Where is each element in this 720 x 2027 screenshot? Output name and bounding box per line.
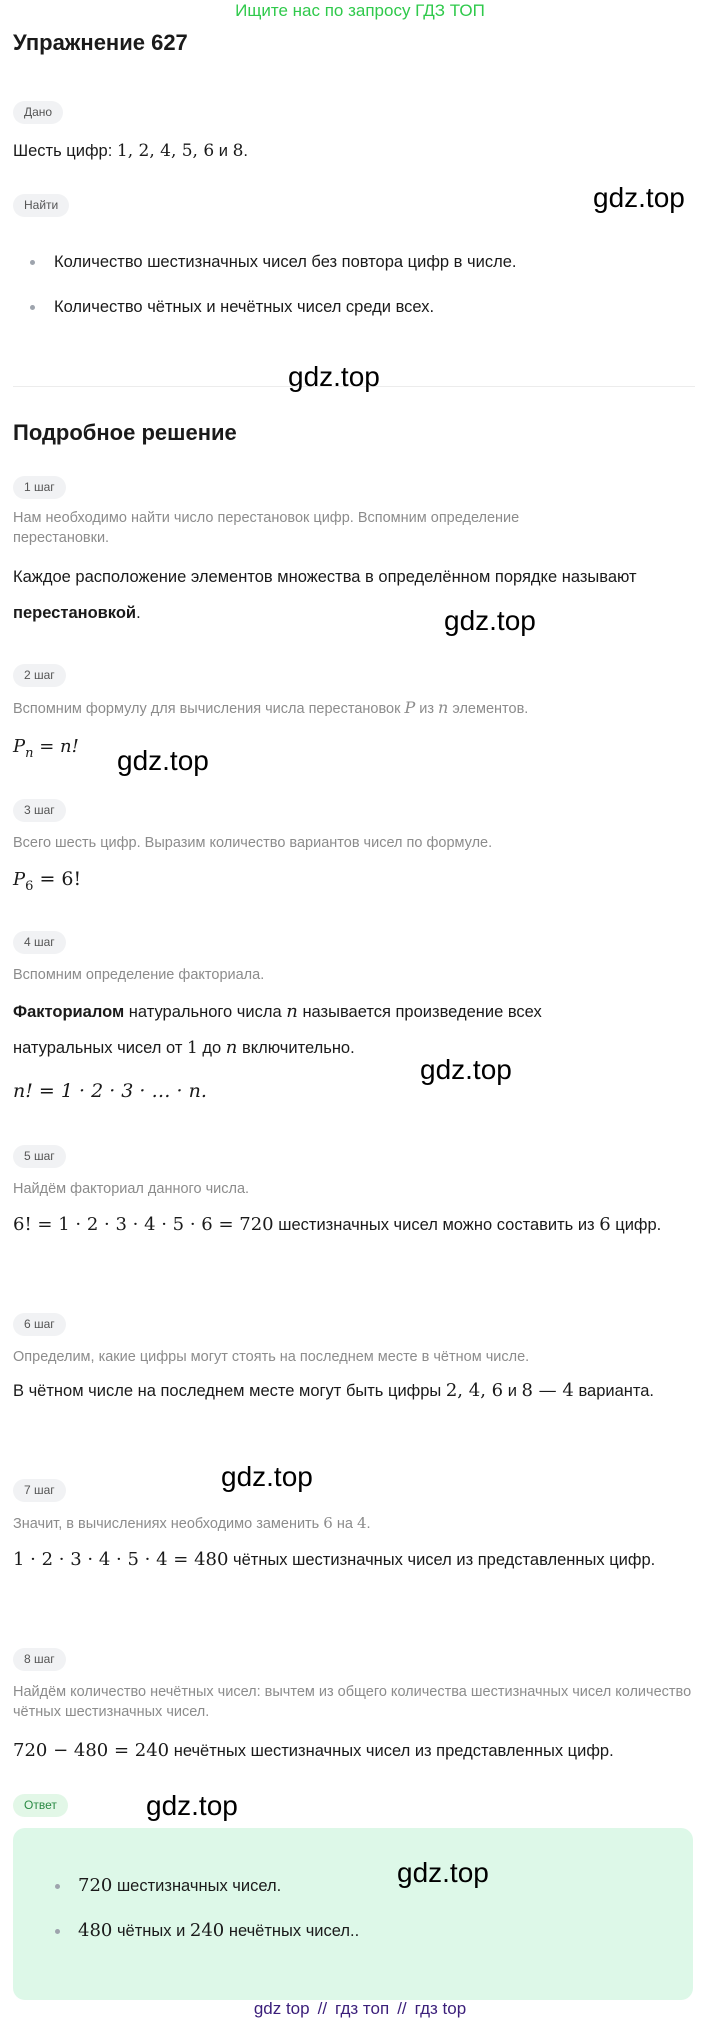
- footer-link-2[interactable]: гдз топ: [335, 1999, 390, 2018]
- answer-1-num: 720: [78, 1875, 113, 1896]
- step-8-hint: Найдём количество нечётных чисел: вычтем из общего количества шестизначных чисел количество чётных шестизначных чисел.: [13, 1684, 692, 1720]
- list-item: [38, 1874, 678, 1898]
- step-5-hint: Найдём факториал данного числа.: [13, 1181, 250, 1197]
- step-7-text: [13, 1542, 673, 1578]
- footer-separator: //: [397, 1999, 407, 2018]
- step-3-formula: [13, 865, 81, 901]
- watermark: gdz.top: [420, 1054, 512, 1085]
- search-banner: Ищите нас по запросу ГДЗ ТОП: [235, 1, 485, 20]
- step-7-hint-c: .: [366, 1516, 371, 1532]
- step-6-digits: 2, 4, 6: [445, 1380, 504, 1401]
- watermark: gdz.top: [117, 745, 209, 776]
- watermark: gdz.top: [221, 1461, 313, 1492]
- given-last-digit: 8: [232, 141, 244, 161]
- answer-badge: [13, 1794, 68, 1817]
- answer-badge-label: Ответ: [13, 1794, 68, 1817]
- step-2-hint-c: элементов.: [448, 701, 529, 717]
- watermark: gdz.top: [397, 1857, 489, 1888]
- step-7-hint: [13, 1513, 703, 1534]
- formula-p: P: [13, 869, 26, 890]
- step-badge-label: 5 шаг: [13, 1145, 66, 1168]
- given-and: и: [214, 142, 233, 160]
- step-3-badge: [13, 799, 66, 822]
- bullet-icon: [55, 1884, 60, 1889]
- step-4-one: 1: [186, 1038, 198, 1058]
- step-1-badge: [13, 476, 66, 499]
- step-4-badge: [13, 931, 66, 954]
- step-2-hint-b: из: [415, 701, 439, 717]
- find-item-2: Количество чётных и нечётных чисел среди всех.: [54, 298, 435, 316]
- step-4-formula: n! = 1 · 2 · 3 · … · n.: [13, 1080, 207, 1102]
- find-list: [13, 250, 703, 319]
- step-4-n1: n: [286, 1001, 298, 1022]
- given-badge-label: Дано: [13, 101, 63, 124]
- answer-1-text: шестизначных чисел.: [112, 1877, 282, 1895]
- find-badge-label: Найти: [13, 194, 69, 217]
- step-badge-label: 2 шаг: [13, 664, 66, 687]
- step-badge-label: 7 шаг: [13, 1479, 66, 1502]
- bullet-icon: [55, 1929, 60, 1934]
- step-7-badge: [13, 1479, 66, 1502]
- step-badge-label: 8 шаг: [13, 1648, 66, 1671]
- step-2-hint-a: Вспомним формулу для вычисления числа перестановок: [13, 701, 405, 717]
- step-8-badge: [13, 1648, 66, 1671]
- step-2-badge: [13, 664, 66, 687]
- answer-2-text2: нечётных чисел..: [224, 1922, 360, 1940]
- step-4-n2: n: [225, 1037, 238, 1058]
- step-1-text-a: Каждое расположение элементов множества в определённом порядке называют: [13, 568, 637, 586]
- step-4-text-b: называется произведение всех натуральных чисел от: [13, 1003, 542, 1057]
- formula-p: P: [13, 736, 26, 757]
- watermark: gdz.top: [146, 1790, 238, 1821]
- list-item: [13, 295, 703, 319]
- formula-sub: 6: [25, 878, 34, 894]
- step-1-text: [13, 559, 703, 631]
- given-badge: [13, 101, 63, 124]
- step-8-formula: 720 − 480 = 240: [13, 1740, 170, 1761]
- step-7-formula: 1 · 2 · 3 · 4 · 5 · 4 = 480: [13, 1549, 229, 1570]
- step-2-formula: [13, 733, 79, 768]
- answer-2-text1: чётных и: [112, 1922, 190, 1940]
- step-7-hint-4: 4: [356, 1514, 367, 1532]
- step-4-text: [13, 994, 613, 1066]
- list-item: [13, 250, 703, 274]
- page-title: Упражнение 627: [13, 30, 188, 55]
- watermark: gdz.top: [288, 361, 380, 392]
- step-4-text-a: натурального числа: [124, 1003, 287, 1021]
- formula-sub: n: [25, 745, 34, 761]
- step-badge-label: 4 шаг: [13, 931, 66, 954]
- step-8-text-body: нечётных шестизначных чисел из представленных цифр.: [169, 1742, 614, 1760]
- step-2-hint-p: P: [404, 698, 416, 717]
- step-6-eight: 8 — 4: [521, 1380, 574, 1401]
- step-badge-label: 3 шаг: [13, 799, 66, 822]
- step-badge-label: 6 шаг: [13, 1313, 66, 1336]
- step-5-formula: 6! = 1 · 2 · 3 · 4 · 5 · 6 = 720: [13, 1214, 274, 1235]
- find-item-1: Количество шестизначных чисел без повтора цифр в числе.: [54, 253, 517, 271]
- footer-link-3[interactable]: гдз top: [414, 1999, 467, 2018]
- given-text: [13, 133, 703, 169]
- solution-title: Подробное решение: [13, 420, 237, 445]
- watermark: gdz.top: [444, 605, 536, 636]
- step-4-text-d: включительно.: [237, 1039, 355, 1057]
- step-5-six: 6: [599, 1214, 611, 1235]
- step-6-and: и: [503, 1382, 522, 1400]
- step-4-hint: Вспомним определение факториала.: [13, 967, 265, 983]
- step-6-text-a: В чётном числе на последнем месте могут быть цифры: [13, 1382, 446, 1400]
- given-period: .: [243, 142, 248, 160]
- answer-2-num2: 240: [189, 1920, 225, 1941]
- step-1-hint: Нам необходимо найти число перестановок цифр. Вспомним определение перестановки.: [13, 510, 520, 546]
- step-4-text-c: до: [197, 1039, 226, 1057]
- step-7-hint-6: 6: [323, 1514, 333, 1532]
- step-6-text: [13, 1373, 663, 1409]
- step-5-badge: [13, 1145, 66, 1168]
- step-2-hint: [13, 698, 703, 719]
- list-item: [38, 1919, 678, 1943]
- step-1-text-b: .: [136, 604, 141, 622]
- answer-list: [38, 1874, 678, 1943]
- step-7-text-body: чётных шестизначных чисел из представленных цифр.: [228, 1551, 656, 1569]
- footer-links: [0, 1997, 720, 2021]
- answer-2-num1: 480: [78, 1920, 113, 1941]
- bullet-icon: [30, 260, 35, 265]
- step-2-hint-n: n: [438, 698, 449, 717]
- step-5-text-a: шестизначных чисел можно составить из: [273, 1216, 600, 1234]
- footer-separator: //: [317, 1999, 328, 2018]
- step-6-badge: [13, 1313, 66, 1336]
- step-badge-label: 1 шаг: [13, 476, 66, 499]
- formula-rest: = n!: [33, 736, 79, 757]
- step-3-hint: Всего шесть цифр. Выразим количество вариантов чисел по формуле.: [13, 835, 493, 851]
- step-6-hint: Определим, какие цифры могут стоять на последнем месте в чётном числе.: [13, 1349, 530, 1365]
- step-6-text-b: варианта.: [573, 1382, 655, 1400]
- step-1-bold: перестановкой: [13, 604, 137, 622]
- footer-link-1[interactable]: gdz top: [253, 1999, 310, 2018]
- watermark: gdz.top: [593, 182, 685, 213]
- bullet-icon: [30, 305, 35, 310]
- step-5-text: [13, 1207, 663, 1243]
- given-prefix: Шесть цифр:: [13, 142, 117, 160]
- step-7-hint-a: Значит, в вычислениях необходимо заменить: [13, 1516, 324, 1532]
- formula-rest: = 6!: [33, 868, 82, 890]
- given-digits: 1, 2, 4, 5, 6: [116, 141, 215, 161]
- find-badge: [13, 194, 69, 217]
- step-7-hint-b: на: [332, 1516, 357, 1532]
- step-8-text: [13, 1733, 703, 1769]
- step-4-bold: Факториалом: [13, 1003, 125, 1021]
- step-5-text-b: цифр.: [610, 1216, 662, 1234]
